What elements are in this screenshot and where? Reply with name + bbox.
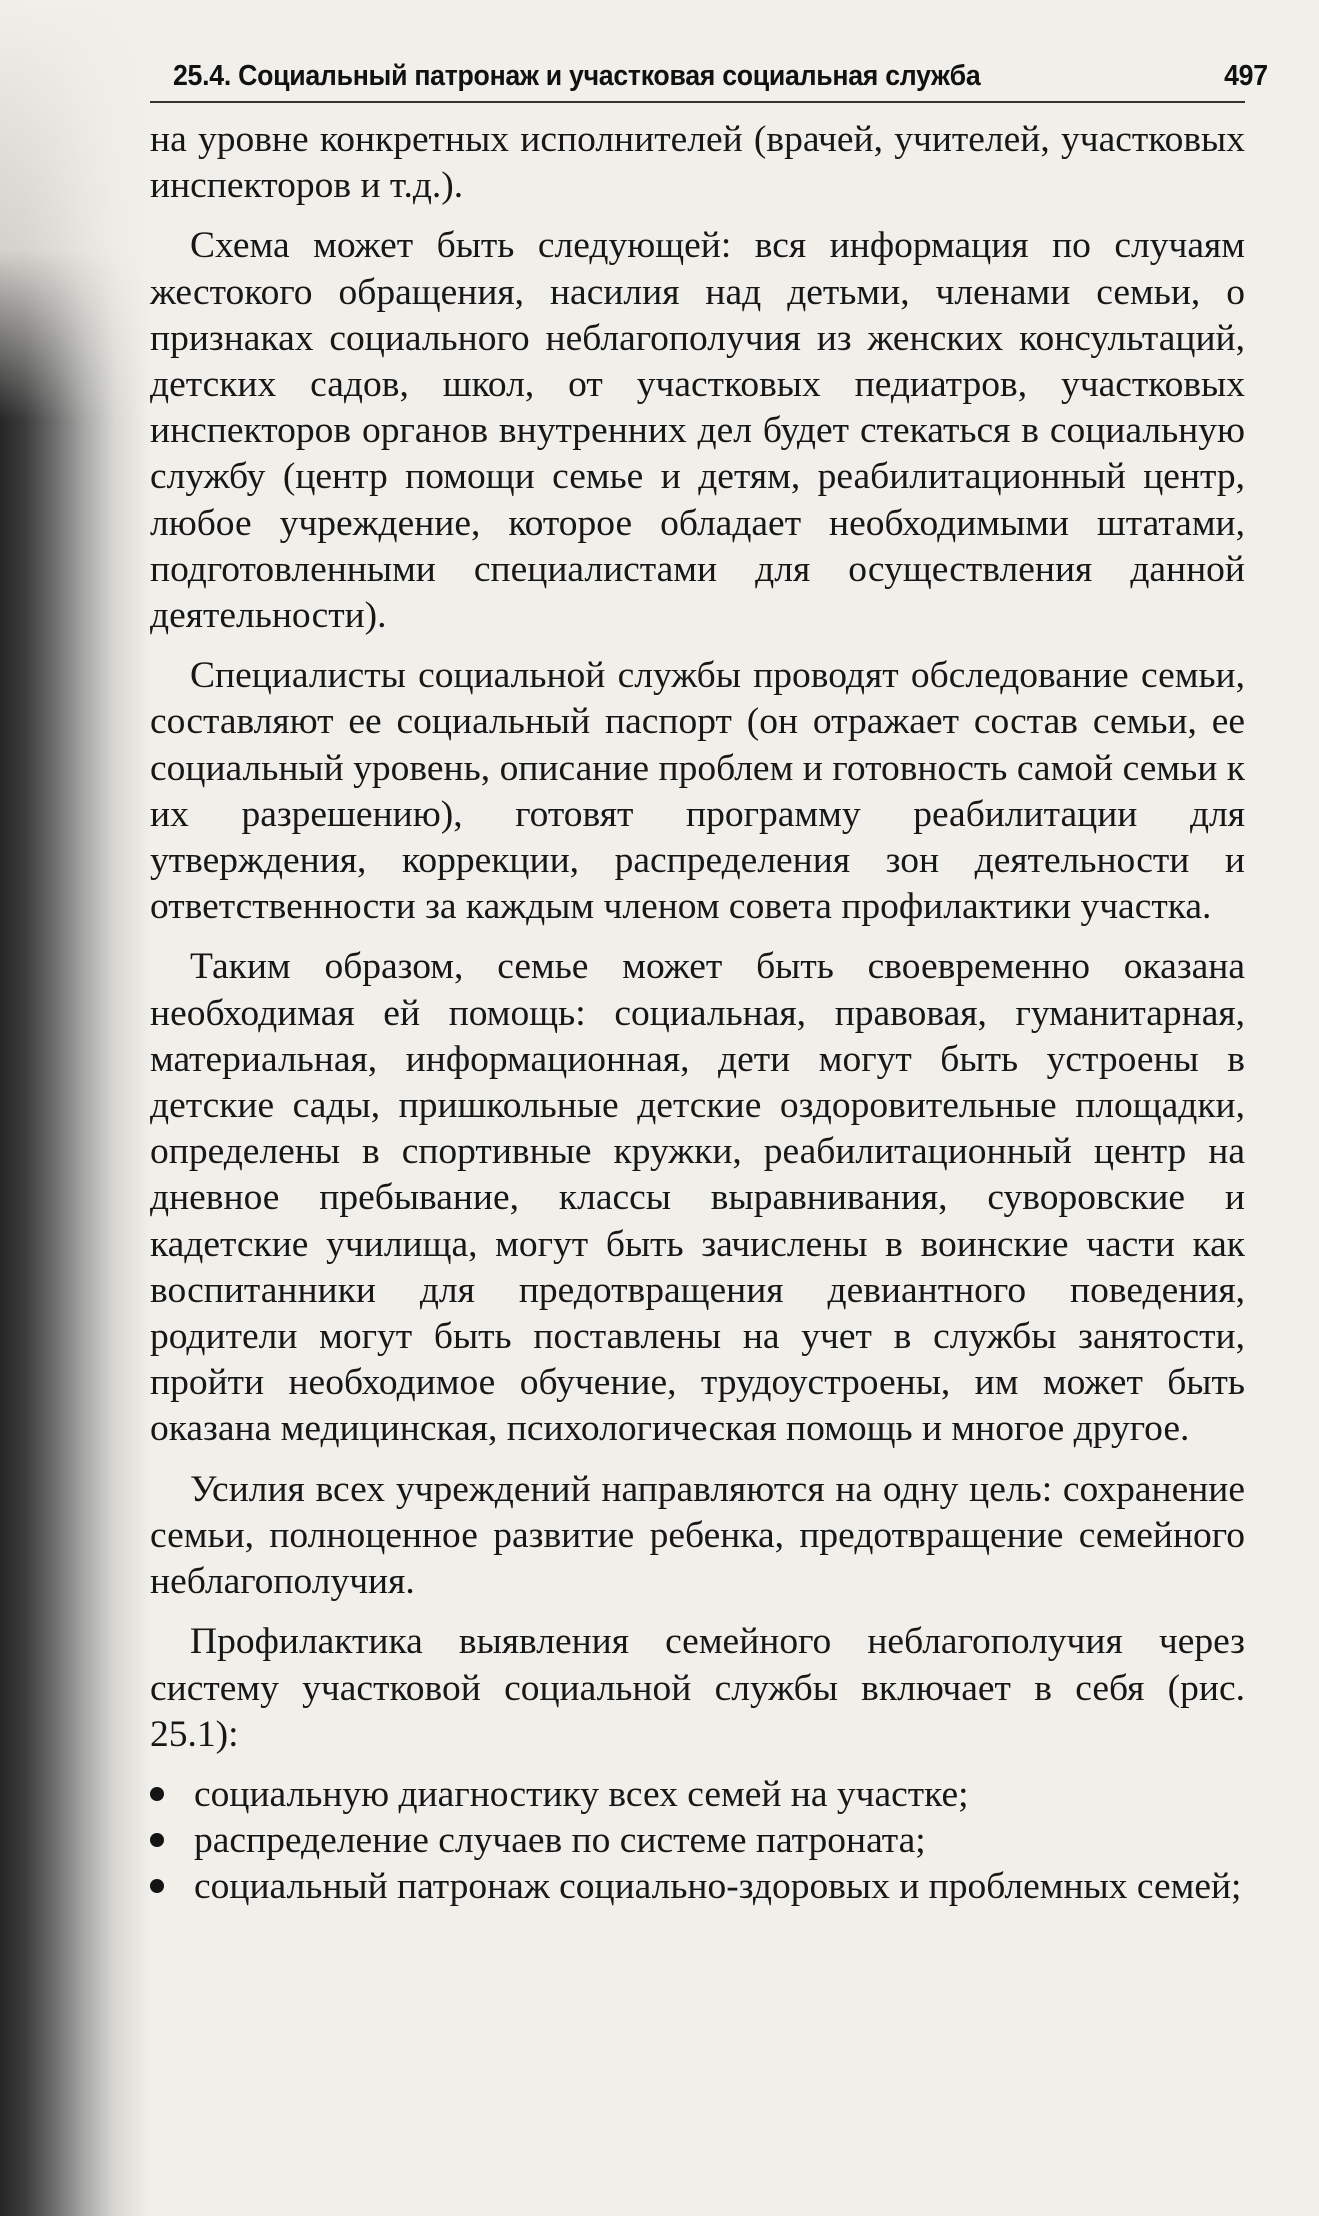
paragraph-specialists: Специалисты социальной службы проводят обследование семьи, составляют ее социальный паспорт (он отражает состав семьи, ее социальный уровень, описание проблем и готовность самой семьи к их разрешению), готовят программу реабилитации для утверждения, коррекции, распределения зон деятельности и ответственности за каждым членом совета профилактики участка. — [150, 655, 1245, 928]
list-item-text: социальный патронаж социально-здоровых и проблемных семей; — [194, 1866, 1242, 1908]
paragraph-scheme: Схема может быть следующей: вся информация по случаям жестокого обращения, насилия над детьми, членами семьи, о признаках социального неблагополучия из женских консультаций, детских садов, школ, от участковых педиатров, участковых инспекторов органов внутренних дел будет стекаться в социальную службу (центр помощи семье и детям, реабилитационный центр, любое учреждение, которое обладает необходимыми штатами, подготовленными специалистами для осуществления данной деятельности). — [150, 225, 1245, 637]
list-item — [150, 1772, 1245, 1818]
list-item-text: социальную диагностику всех семей на участке; — [194, 1773, 969, 1815]
body-text — [150, 117, 1245, 1911]
list-item — [150, 1818, 1245, 1864]
binding-shadow-fade — [0, 0, 150, 420]
paragraph-prevention: Профилактика выявления семейного неблагополучия через систему участковой социальной службы включает в себя (рис. 25.1): — [150, 1621, 1245, 1755]
paragraph-help: Таким образом, семье может быть своевременно оказана необходимая ей помощь: социальная, правовая, гуманитарная, материальная, информационная, дети могут быть устроены в детские сады, пришкольные детские оздоровительные площадки, определены в спортивные кружки, реабилитационный центр на дневное пребывание, классы выравнивания, суворовские и кадетские училища, могут быть зачислены в воинские части как воспитанники для предотвращения девиантного поведения, родители могут быть поставлены на учет в службы занятости, пройти необходимое обучение, трудоустроены, им может быть оказана медицинская, психологическая помощь и многое другое. — [150, 946, 1245, 1450]
list-item-text: распределение случаев по системе патроната; — [194, 1820, 926, 1862]
bullet-icon — [150, 1879, 164, 1893]
book-page — [150, 60, 1268, 1911]
bullet-icon — [150, 1787, 164, 1801]
bullet-icon — [150, 1833, 164, 1847]
prevention-list — [150, 1772, 1245, 1911]
paragraph-goal: Усилия всех учреждений направляются на одну цель: сохранение семьи, полноценное развитие ребенка, предотвращение семейного неблагополучия. — [150, 1468, 1245, 1603]
running-header — [150, 60, 1268, 101]
header-rule — [150, 101, 1245, 103]
list-item — [150, 1864, 1245, 1910]
paragraph-continuation: на уровне конкретных исполнителей (врачей, учителей, участковых инспекторов и т.д.). — [150, 119, 1245, 207]
page-number: 497 — [1224, 60, 1268, 92]
section-title: 25.4. Социальный патронаж и участковая социальная служба — [173, 60, 981, 92]
